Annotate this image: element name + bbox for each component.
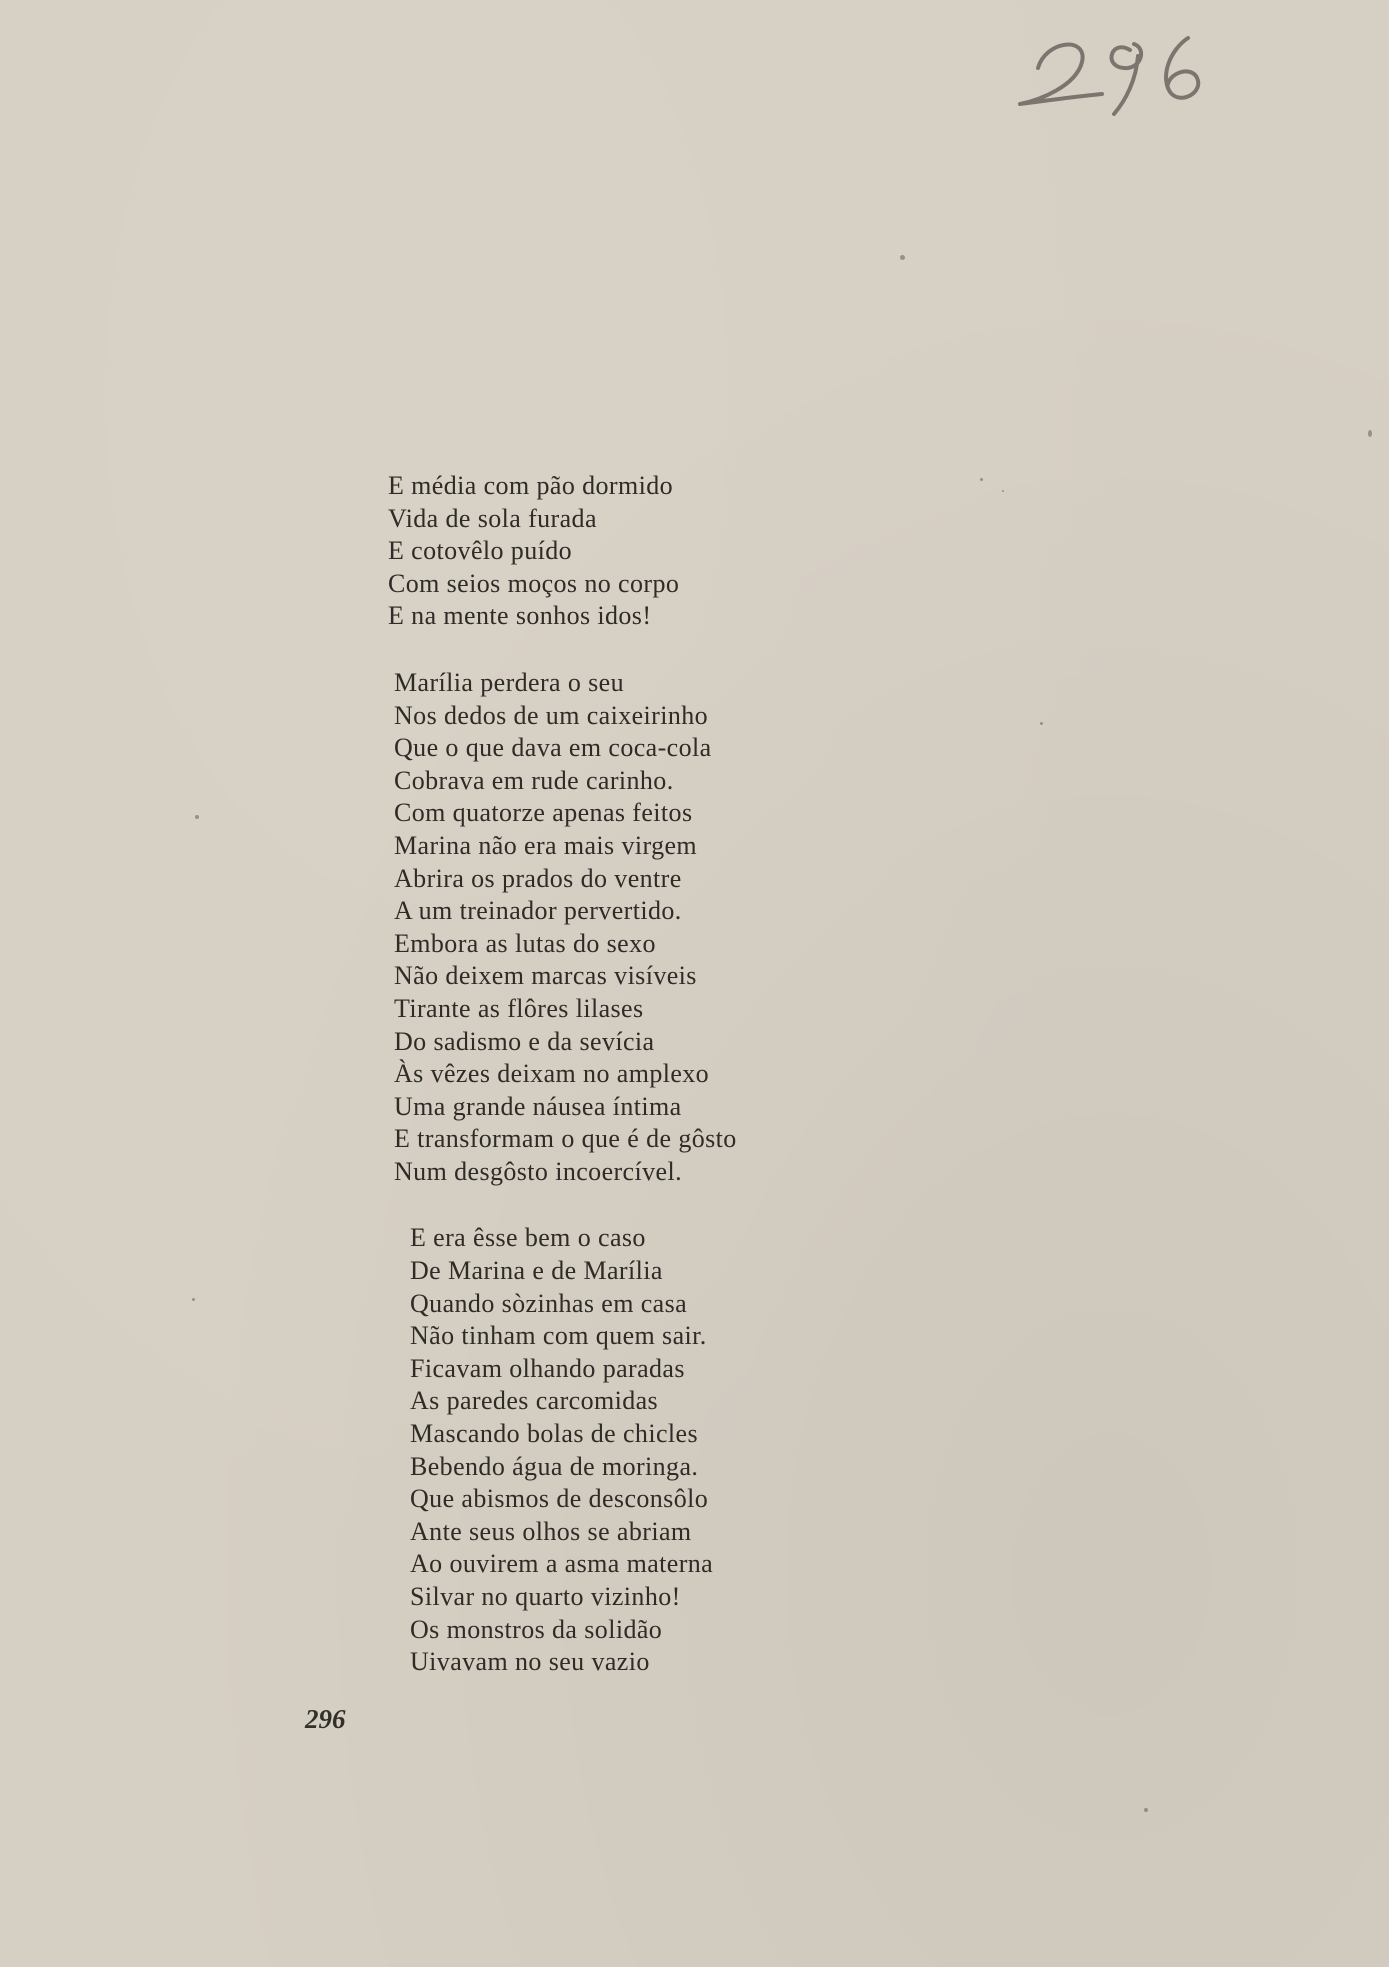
- poem-line: Ao ouvirem a asma materna: [410, 1549, 714, 1579]
- paper-speck: [192, 1298, 195, 1301]
- poem-line: Silvar no quarto vizinho!: [410, 1582, 681, 1611]
- poem-line: A um treinador pervertido.: [394, 896, 682, 926]
- poem-line: Nos dedos de um caixeirinho: [394, 700, 709, 730]
- poem-text: [388, 470, 948, 1679]
- poem-line: Ficavam olhando paradas: [410, 1353, 685, 1383]
- poem-line: Não tinham com quem sair.: [410, 1321, 707, 1351]
- stanza-2: [388, 667, 948, 1189]
- poem-line: Tirante as flôres lilases: [394, 993, 644, 1023]
- paper-speck: [1040, 722, 1043, 725]
- poem-line: Com quatorze apenas feitos: [394, 798, 693, 828]
- paper-speck: [195, 815, 199, 819]
- poem-line: E era êsse bem o caso: [410, 1223, 646, 1253]
- poem-line: Os monstros da solidão: [410, 1614, 663, 1644]
- paper-speck: [980, 478, 983, 481]
- poem-line: As paredes carcomidas: [410, 1386, 659, 1416]
- stanza-1: [388, 470, 948, 633]
- poem-line: Marília perdera o seu: [394, 667, 625, 697]
- poem-line: E transformam o que é de gôsto: [394, 1124, 737, 1154]
- poem-line: Marina não era mais virgem: [394, 830, 698, 860]
- poem-line: Não deixem marcas visíveis: [394, 961, 697, 991]
- paper-speck: [1144, 1808, 1148, 1812]
- poem-line: Abrira os prados do ventre: [394, 863, 682, 893]
- poem-line: Que o que dava em coca-cola: [394, 733, 712, 763]
- page-number: 296: [305, 1704, 346, 1734]
- paper-speck: [900, 255, 905, 260]
- poem-line: Num desgôsto incoercível.: [394, 1156, 682, 1186]
- paper-speck: [1368, 430, 1372, 437]
- poem-line: Às vêzes deixam no amplexo: [394, 1059, 710, 1089]
- poem-line: Com seios moços no corpo: [388, 568, 680, 598]
- poem-line: De Marina e de Marília: [410, 1256, 663, 1286]
- poem-line: Do sadismo e da sevícia: [394, 1026, 655, 1056]
- poem-line: Embora as lutas do sexo: [394, 928, 656, 958]
- poem-line: E média com pão dormido: [388, 471, 674, 500]
- poem-line: Uma grande náusea íntima: [394, 1091, 682, 1121]
- poem-line: Cobrava em rude carinho.: [394, 765, 674, 795]
- stanza-3: [388, 1222, 948, 1678]
- paper-speck: [1002, 490, 1004, 492]
- poem-line: Que abismos de desconsôlo: [410, 1484, 709, 1514]
- poem-line: E cotovêlo puído: [388, 536, 573, 566]
- poem-line: Ante seus olhos se abriam: [410, 1516, 692, 1546]
- poem-line: Quando sòzinhas em casa: [410, 1288, 688, 1318]
- poem-line: Uivavam no seu vazio: [410, 1647, 650, 1677]
- poem-line: Mascando bolas de chicles: [410, 1419, 698, 1449]
- poem-line: Bebendo água de moringa.: [410, 1451, 699, 1481]
- handwritten-page-number: [1010, 10, 1220, 130]
- poem-line: Vida de sola furada: [388, 503, 597, 533]
- poem-line: E na mente sonhos idos!: [388, 601, 652, 631]
